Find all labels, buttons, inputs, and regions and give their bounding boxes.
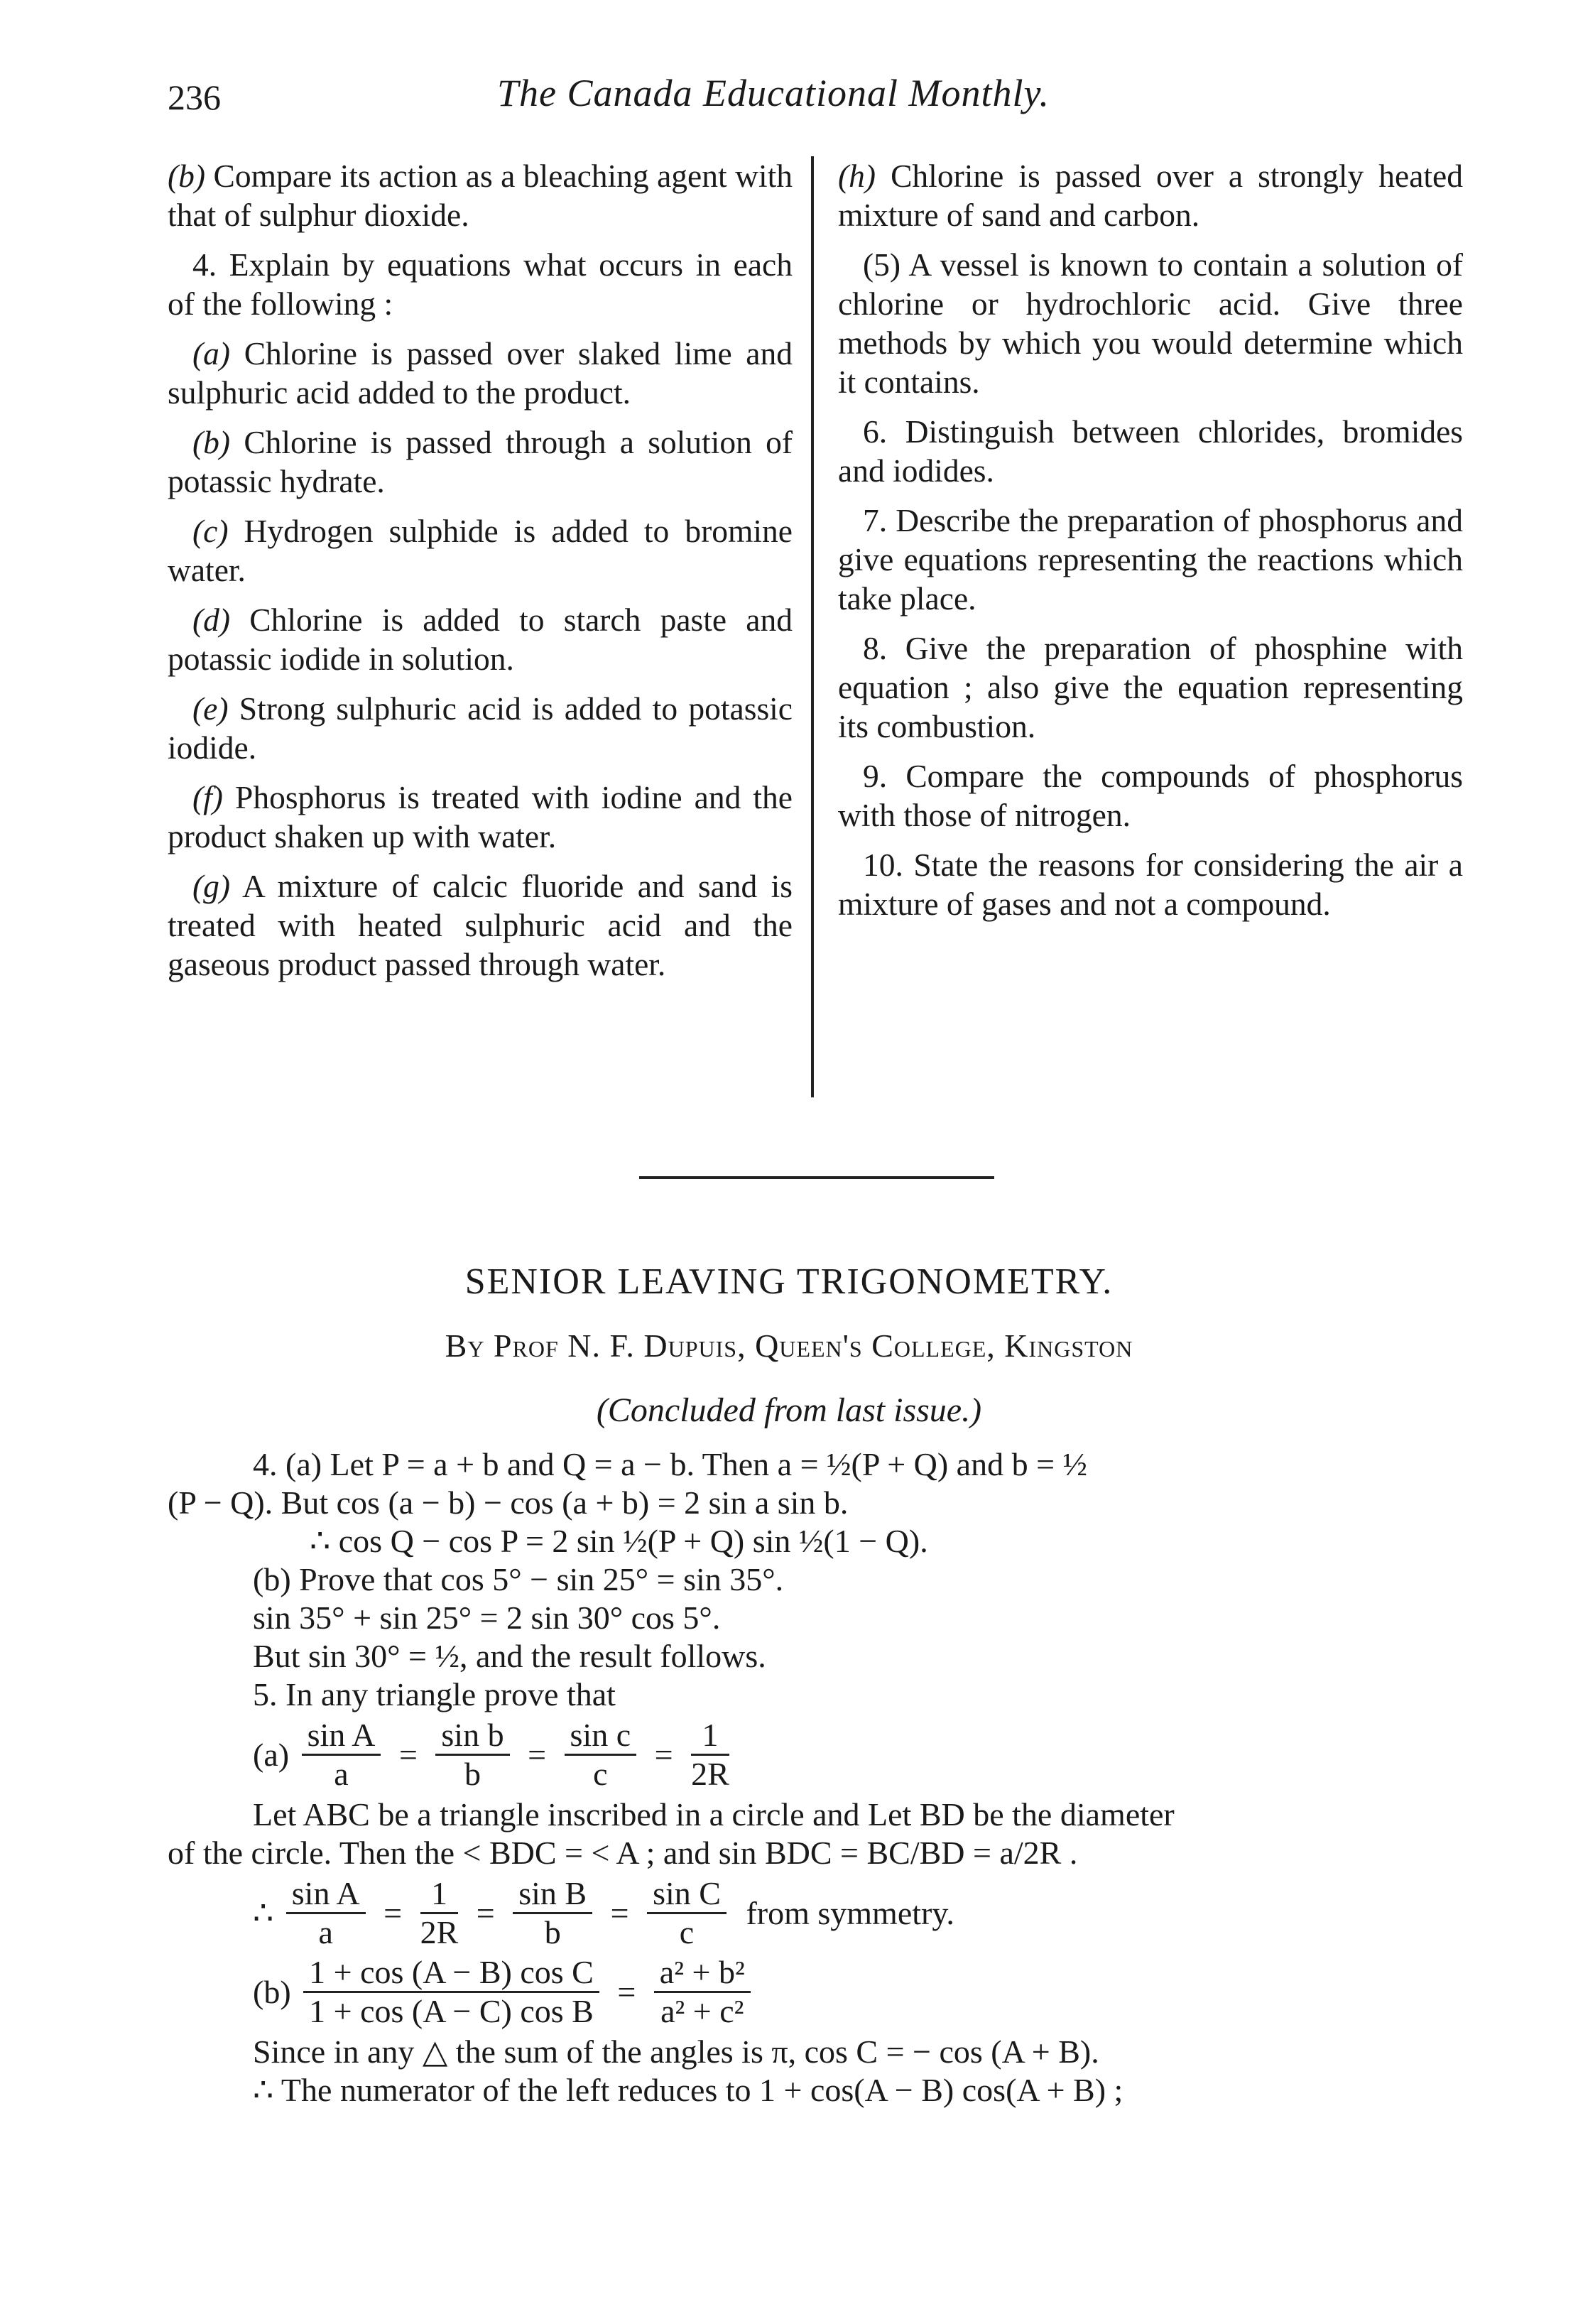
question-paragraph: 6. Distinguish between chlorides, bromides and iodides.	[838, 413, 1463, 489]
column-divider	[811, 156, 814, 1097]
question-paragraph: (a) Chlorine is passed over slaked lime and sulphuric acid added to the product.	[168, 335, 793, 411]
fraction: $\frac{1}{2R}$	[691, 1717, 729, 1792]
math-line: But sin 30° = ½, and the result follows.	[253, 1638, 766, 1674]
fraction: $\frac{\text{sin c}}{c}$	[565, 1717, 637, 1793]
question-paragraph: (5) A vessel is known to contain a solution of chlorine or hydrochloric acid. Give three methods by which you would determine which it contains.	[838, 246, 1463, 400]
journal-title: The Canada Educational Monthly.	[497, 72, 1050, 114]
fraction: $\frac{1}{2R}$	[420, 1875, 459, 1950]
fraction: $\frac{\text{sin B}}{b}$	[513, 1875, 592, 1951]
question-paragraph: 7. Describe the preparation of phosphorus and give equations representing the reactions which take place.	[838, 502, 1463, 617]
question-paragraph: 10. State the reasons for considering the air a mixture of gases and not a compound.	[838, 847, 1463, 922]
question-paragraph: (b) Chlorine is passed through a solution of potassic hydrate.	[168, 424, 793, 499]
equation-label: (a)	[253, 1736, 290, 1773]
question-paragraph: (b) Compare its action as a bleaching agent with that of sulphur dioxide.	[168, 158, 793, 233]
right-column	[838, 156, 1463, 934]
math-line: sin 35° + sin 25° = 2 sin 30° cos 5°.	[253, 1600, 721, 1636]
question-paragraph: (g) A mixture of calcic fluoride and sand is treated with heated sulphuric acid and the gaseous product passed through water.	[168, 868, 793, 982]
fraction: $\frac{\text{sin b}}{b}$	[435, 1717, 509, 1793]
equation-label: (b)	[253, 1973, 291, 2010]
concluded-note: (Concluded from last issue.)	[596, 1391, 982, 1429]
equation-therefore: ∴ $\frac{\text{sin A}}{a}$ = $\frac{1}{2R}$ = $\frac{\text{sin B}}{b}$ = $\frac{\text{sin C}}{c}$ from symmetry.	[253, 1875, 954, 1950]
math-line: ∴ The numerator of the left reduces to 1 + cos(A − B) cos(A + B) ;	[253, 2072, 1123, 2108]
fraction: $\frac{\text{sin A}}{a}$	[302, 1717, 381, 1793]
question-paragraph: 8. Give the preparation of phosphine with equation ; also give the equation representing its combustion.	[838, 630, 1463, 744]
math-line: Since in any △ the sum of the angles is π, cos C = − cos (A + B).	[253, 2034, 1099, 2070]
question-paragraph: (h) Chlorine is passed over a strongly heated mixture of sand and carbon.	[838, 158, 1463, 233]
math-line: (b) Prove that cos 5° − sin 25° = sin 35°.	[253, 1561, 784, 1597]
math-line: 5. In any triangle prove that	[253, 1676, 616, 1712]
left-column	[168, 156, 793, 994]
question-paragraph: 4. Explain by equations what occurs in each of the following :	[168, 246, 793, 322]
fraction: $\frac{\text{a² + b²}}{\text{a² + c²}}$	[654, 1954, 751, 2030]
question-paragraph: (e) Strong sulphuric acid is added to potassic iodide.	[168, 690, 793, 766]
author-byline: By Prof N. F. Dupuis, Queen's College, Kingston	[445, 1327, 1133, 1364]
math-line: (P − Q). But cos (a − b) − cos (a + b) = 2 sin a sin b.	[168, 1484, 849, 1521]
equation-a: (a) $\frac{\text{sin A}}{a}$ = $\frac{\text{sin b}}{b}$ = $\frac{\text{sin c}}{c}$ = $\frac{1}{2R}$	[253, 1717, 729, 1792]
question-paragraph: (c) Hydrogen sulphide is added to bromine water.	[168, 513, 793, 588]
fraction: $\frac{\text{1 + cos (A − B) cos C}}{\text{1 + cos (A − C) cos B}}$	[303, 1954, 599, 2030]
question-paragraph: (d) Chlorine is added to starch paste and potassic iodide in solution.	[168, 602, 793, 677]
section-divider	[639, 1176, 994, 1179]
math-line: Let ABC be a triangle inscribed in a circle and Let BD be the diameter	[253, 1796, 1175, 1832]
equation-b: (b) $\frac{\text{1 + cos (A − B) cos C}}{\text{1 + cos (A − C) cos B}}$ = $\frac{\text{a² + b²}}{\text{a² + c²}}$	[168, 1954, 1474, 2030]
section-title: SENIOR LEAVING TRIGONOMETRY.	[464, 1261, 1114, 1302]
fraction: $\frac{\text{sin A}}{a}$	[286, 1875, 366, 1951]
page-number: 236	[168, 77, 221, 117]
question-paragraph: (f) Phosphorus is treated with iodine and the product shaken up with water.	[168, 779, 793, 854]
question-paragraph: 9. Compare the compounds of phosphorus with those of nitrogen.	[838, 758, 1463, 833]
fraction: $\frac{\text{sin C}}{c}$	[647, 1875, 727, 1951]
trigonometry-solutions	[168, 1445, 1474, 2109]
math-line: 4. (a) Let P = a + b and Q = a − b. Then a = ½(P + Q) and b = ½	[253, 1446, 1088, 1482]
math-line: of the circle. Then the < BDC = < A ; and sin BDC = BC/BD = a/2R .	[168, 1835, 1078, 1871]
math-line: ∴ cos Q − cos P = 2 sin ½(P + Q) sin ½(1 − Q).	[310, 1523, 928, 1559]
